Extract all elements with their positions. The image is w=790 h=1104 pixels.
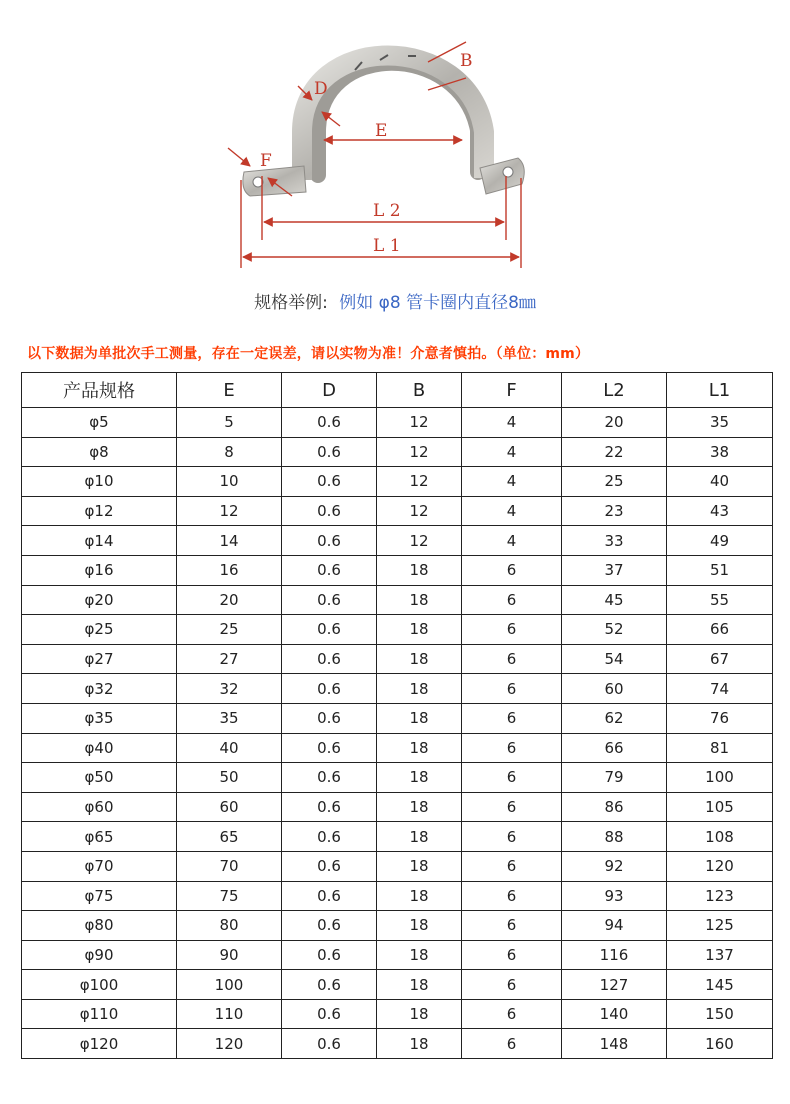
cell-b: 18 — [377, 851, 462, 881]
cell-spec: φ35 — [22, 703, 177, 733]
cell-l2: 88 — [562, 822, 667, 852]
cell-l1: 108 — [667, 822, 773, 852]
cell-spec: φ27 — [22, 644, 177, 674]
cell-l1: 74 — [667, 674, 773, 704]
cell-f: 6 — [462, 792, 562, 822]
dimension-label-d: D — [314, 79, 328, 99]
spec-example — [0, 288, 790, 313]
cell-b: 18 — [377, 940, 462, 970]
cell-l1: 43 — [667, 496, 773, 526]
cell-f: 4 — [462, 526, 562, 556]
cell-e: 5 — [177, 408, 282, 438]
cell-f: 6 — [462, 822, 562, 852]
dimension-label-b: B — [460, 51, 473, 71]
cell-d: 0.6 — [282, 733, 377, 763]
cell-f: 4 — [462, 408, 562, 438]
cell-d: 0.6 — [282, 881, 377, 911]
cell-d: 0.6 — [282, 644, 377, 674]
cell-l1: 123 — [667, 881, 773, 911]
cell-l1: 55 — [667, 585, 773, 615]
cell-l1: 67 — [667, 644, 773, 674]
table-row — [22, 615, 773, 645]
cell-f: 6 — [462, 970, 562, 1000]
cell-l2: 60 — [562, 674, 667, 704]
table-row — [22, 970, 773, 1000]
column-header-b: B — [377, 373, 462, 408]
cell-spec: φ120 — [22, 1029, 177, 1059]
cell-d: 0.6 — [282, 792, 377, 822]
cell-e: 25 — [177, 615, 282, 645]
cell-f: 6 — [462, 703, 562, 733]
cell-spec: φ90 — [22, 940, 177, 970]
column-header-d: D — [282, 373, 377, 408]
cell-l2: 93 — [562, 881, 667, 911]
spec-example-text: 例如 φ8 管卡圈内直径8㎜ — [339, 293, 536, 313]
cell-d: 0.6 — [282, 467, 377, 497]
table-body — [22, 408, 773, 1059]
table-row — [22, 467, 773, 497]
table-row — [22, 911, 773, 941]
cell-b: 18 — [377, 970, 462, 1000]
dimension-label-f: F — [260, 151, 272, 171]
cell-d: 0.6 — [282, 437, 377, 467]
cell-l1: 76 — [667, 703, 773, 733]
cell-f: 6 — [462, 585, 562, 615]
column-header-spec: 产品规格 — [22, 373, 177, 408]
cell-d: 0.6 — [282, 940, 377, 970]
cell-e: 8 — [177, 437, 282, 467]
cell-b: 18 — [377, 911, 462, 941]
cell-spec: φ14 — [22, 526, 177, 556]
cell-spec: φ100 — [22, 970, 177, 1000]
cell-b: 18 — [377, 674, 462, 704]
table-row — [22, 1029, 773, 1059]
table-row — [22, 851, 773, 881]
cell-f: 4 — [462, 496, 562, 526]
cell-d: 0.6 — [282, 970, 377, 1000]
cell-d: 0.6 — [282, 408, 377, 438]
cell-e: 60 — [177, 792, 282, 822]
column-header-l2: L2 — [562, 373, 667, 408]
cell-e: 110 — [177, 999, 282, 1029]
cell-d: 0.6 — [282, 585, 377, 615]
cell-f: 6 — [462, 555, 562, 585]
cell-b: 18 — [377, 615, 462, 645]
cell-e: 12 — [177, 496, 282, 526]
cell-l1: 81 — [667, 733, 773, 763]
table-row — [22, 792, 773, 822]
cell-b: 12 — [377, 467, 462, 497]
cell-l1: 38 — [667, 437, 773, 467]
cell-d: 0.6 — [282, 555, 377, 585]
cell-l2: 66 — [562, 733, 667, 763]
cell-d: 0.6 — [282, 615, 377, 645]
table-row — [22, 703, 773, 733]
table-row — [22, 881, 773, 911]
cell-e: 10 — [177, 467, 282, 497]
cell-spec: φ60 — [22, 792, 177, 822]
cell-f: 6 — [462, 763, 562, 793]
cell-spec: φ75 — [22, 881, 177, 911]
cell-b: 18 — [377, 703, 462, 733]
cell-e: 50 — [177, 763, 282, 793]
cell-l2: 86 — [562, 792, 667, 822]
cell-l2: 140 — [562, 999, 667, 1029]
cell-e: 90 — [177, 940, 282, 970]
cell-b: 18 — [377, 763, 462, 793]
cell-b: 18 — [377, 555, 462, 585]
cell-spec: φ5 — [22, 408, 177, 438]
table-row — [22, 644, 773, 674]
cell-l1: 120 — [667, 851, 773, 881]
table-row — [22, 526, 773, 556]
spec-example-prefix: 规格举例: — [254, 293, 328, 313]
cell-l2: 37 — [562, 555, 667, 585]
cell-spec: φ50 — [22, 763, 177, 793]
cell-f: 6 — [462, 1029, 562, 1059]
cell-b: 12 — [377, 437, 462, 467]
table-row — [22, 822, 773, 852]
cell-l2: 52 — [562, 615, 667, 645]
cell-spec: φ16 — [22, 555, 177, 585]
column-header-f: F — [462, 373, 562, 408]
cell-l1: 160 — [667, 1029, 773, 1059]
cell-l2: 33 — [562, 526, 667, 556]
cell-spec: φ80 — [22, 911, 177, 941]
cell-d: 0.6 — [282, 999, 377, 1029]
cell-f: 6 — [462, 911, 562, 941]
cell-spec: φ32 — [22, 674, 177, 704]
cell-l2: 116 — [562, 940, 667, 970]
cell-l1: 49 — [667, 526, 773, 556]
cell-e: 70 — [177, 851, 282, 881]
cell-b: 12 — [377, 408, 462, 438]
cell-f: 6 — [462, 733, 562, 763]
cell-d: 0.6 — [282, 763, 377, 793]
table-row — [22, 763, 773, 793]
cell-e: 120 — [177, 1029, 282, 1059]
cell-l2: 79 — [562, 763, 667, 793]
cell-d: 0.6 — [282, 674, 377, 704]
measurement-notice: 以下数据为单批次手工测量，存在一定误差，请以实物为准！介意者慎拍。（单位：mm） — [27, 346, 590, 362]
cell-spec: φ25 — [22, 615, 177, 645]
cell-e: 80 — [177, 911, 282, 941]
cell-spec: φ12 — [22, 496, 177, 526]
cell-l1: 100 — [667, 763, 773, 793]
cell-l1: 105 — [667, 792, 773, 822]
cell-spec: φ70 — [22, 851, 177, 881]
cell-d: 0.6 — [282, 822, 377, 852]
cell-spec: φ40 — [22, 733, 177, 763]
cell-f: 6 — [462, 644, 562, 674]
cell-l2: 94 — [562, 911, 667, 941]
cell-l2: 45 — [562, 585, 667, 615]
spec-table — [21, 372, 773, 1059]
cell-b: 12 — [377, 526, 462, 556]
cell-b: 18 — [377, 733, 462, 763]
table-row — [22, 555, 773, 585]
cell-l2: 20 — [562, 408, 667, 438]
cell-f: 6 — [462, 851, 562, 881]
cell-l2: 25 — [562, 467, 667, 497]
cell-e: 35 — [177, 703, 282, 733]
table-row — [22, 585, 773, 615]
pipe-clamp-diagram — [0, 0, 790, 280]
cell-b: 18 — [377, 1029, 462, 1059]
cell-l1: 125 — [667, 911, 773, 941]
cell-f: 4 — [462, 467, 562, 497]
cell-l1: 35 — [667, 408, 773, 438]
dimension-label-l2: L 2 — [373, 201, 401, 221]
cell-b: 18 — [377, 792, 462, 822]
cell-e: 100 — [177, 970, 282, 1000]
column-header-l1: L1 — [667, 373, 773, 408]
cell-l2: 62 — [562, 703, 667, 733]
cell-d: 0.6 — [282, 1029, 377, 1059]
cell-e: 75 — [177, 881, 282, 911]
cell-l2: 148 — [562, 1029, 667, 1059]
cell-e: 16 — [177, 555, 282, 585]
cell-l2: 127 — [562, 970, 667, 1000]
cell-e: 65 — [177, 822, 282, 852]
cell-b: 18 — [377, 644, 462, 674]
cell-d: 0.6 — [282, 703, 377, 733]
cell-l2: 23 — [562, 496, 667, 526]
cell-b: 18 — [377, 881, 462, 911]
cell-d: 0.6 — [282, 911, 377, 941]
table-header-row — [22, 373, 773, 408]
cell-e: 32 — [177, 674, 282, 704]
cell-l1: 40 — [667, 467, 773, 497]
cell-f: 6 — [462, 999, 562, 1029]
cell-spec: φ20 — [22, 585, 177, 615]
table-row — [22, 999, 773, 1029]
table-row — [22, 733, 773, 763]
cell-b: 12 — [377, 496, 462, 526]
column-header-e: E — [177, 373, 282, 408]
cell-l2: 92 — [562, 851, 667, 881]
cell-b: 18 — [377, 585, 462, 615]
dimension-label-l1: L 1 — [373, 236, 401, 256]
table-row — [22, 674, 773, 704]
cell-f: 6 — [462, 940, 562, 970]
cell-e: 40 — [177, 733, 282, 763]
table-row — [22, 408, 773, 438]
dimension-label-e: E — [375, 121, 388, 141]
cell-l1: 66 — [667, 615, 773, 645]
cell-f: 4 — [462, 437, 562, 467]
cell-l2: 54 — [562, 644, 667, 674]
table-row — [22, 496, 773, 526]
cell-d: 0.6 — [282, 851, 377, 881]
cell-b: 18 — [377, 999, 462, 1029]
table-row — [22, 940, 773, 970]
cell-l1: 51 — [667, 555, 773, 585]
cell-f: 6 — [462, 615, 562, 645]
cell-l1: 137 — [667, 940, 773, 970]
cell-spec: φ65 — [22, 822, 177, 852]
cell-f: 6 — [462, 674, 562, 704]
cell-l1: 150 — [667, 999, 773, 1029]
cell-spec: φ110 — [22, 999, 177, 1029]
cell-d: 0.6 — [282, 526, 377, 556]
cell-e: 20 — [177, 585, 282, 615]
cell-d: 0.6 — [282, 496, 377, 526]
cell-e: 14 — [177, 526, 282, 556]
cell-e: 27 — [177, 644, 282, 674]
cell-spec: φ8 — [22, 437, 177, 467]
cell-f: 6 — [462, 881, 562, 911]
cell-l2: 22 — [562, 437, 667, 467]
cell-b: 18 — [377, 822, 462, 852]
table-row — [22, 437, 773, 467]
cell-l1: 145 — [667, 970, 773, 1000]
cell-spec: φ10 — [22, 467, 177, 497]
